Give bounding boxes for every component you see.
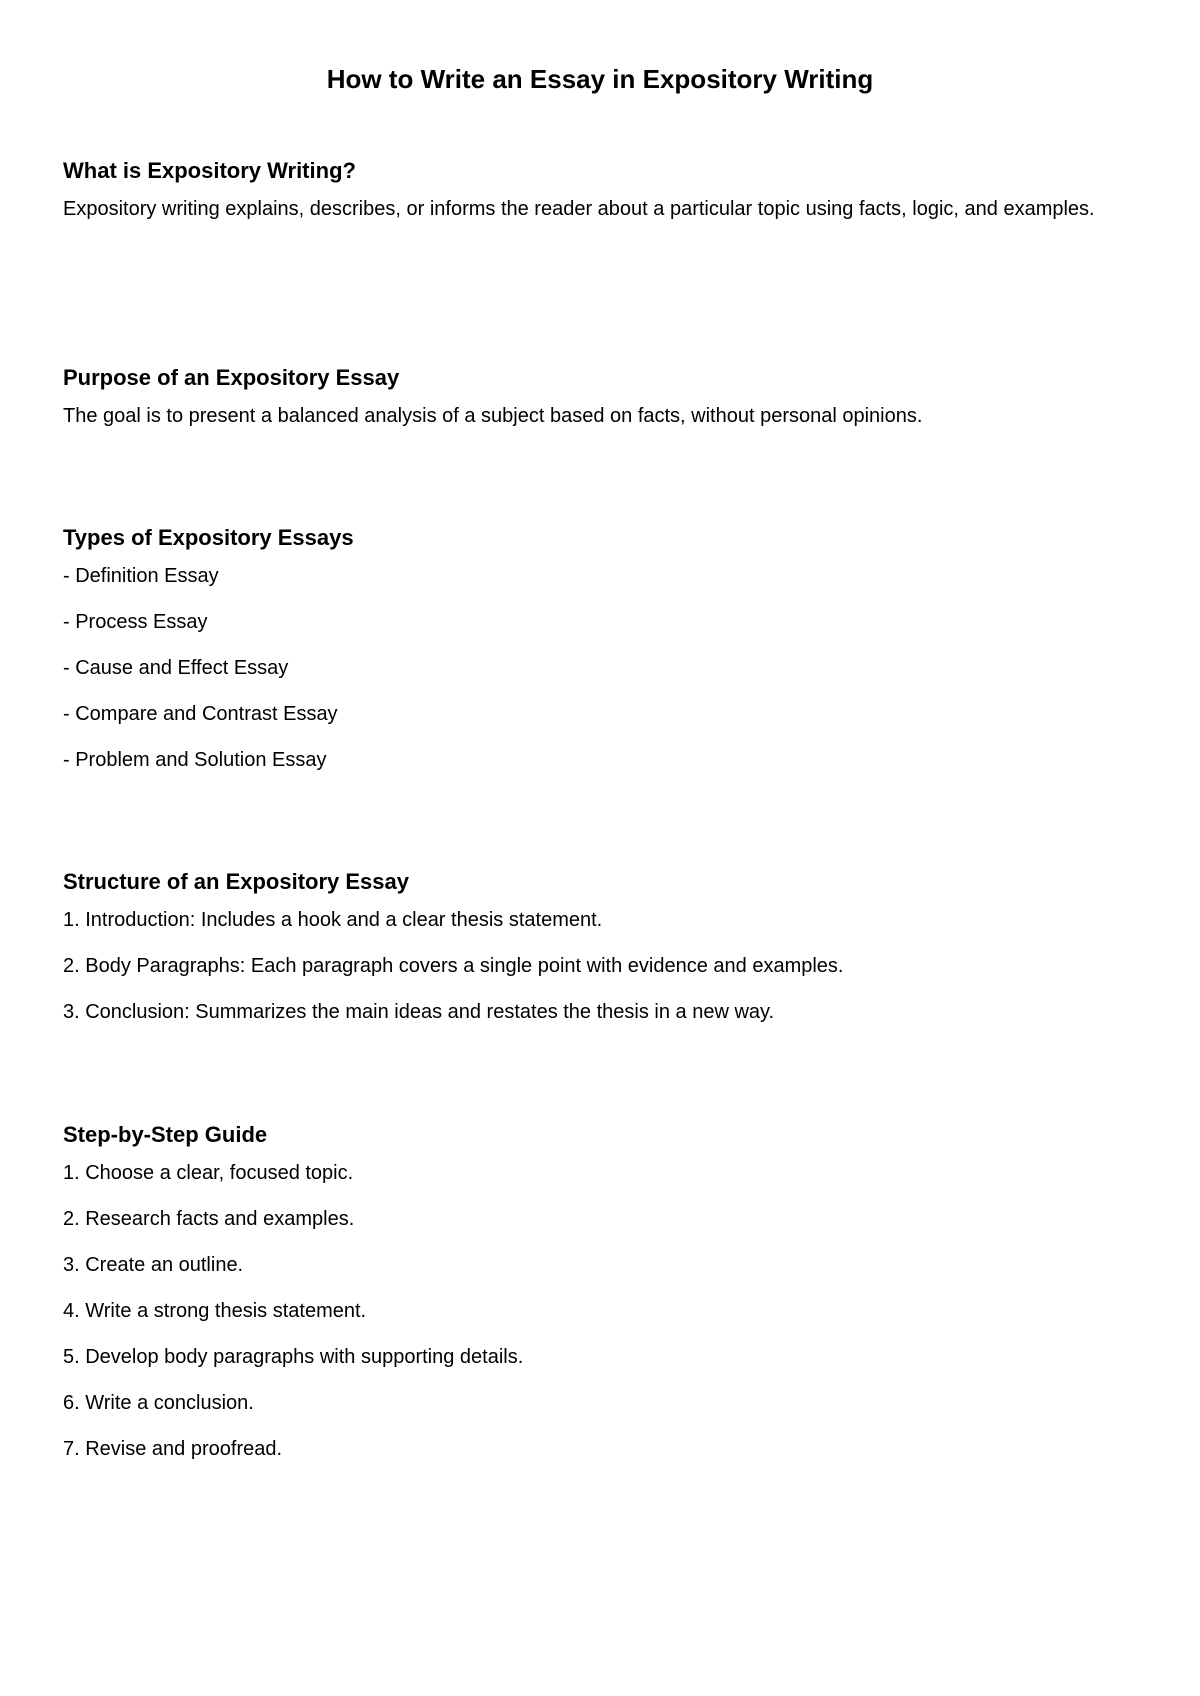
section-structure [63, 867, 1137, 1035]
structure-list [63, 897, 1137, 1035]
list-item: - Process Essay [63, 611, 208, 633]
list-item: 1. Introduction: Includes a hook and a clear thesis statement. [63, 909, 603, 931]
list-item: 3. Conclusion: Summarizes the main ideas and restates the thesis in a new way. [63, 1001, 775, 1023]
document-title: How to Write an Essay in Expository Writing [326, 64, 874, 94]
list-item: 3. Create an outline. [63, 1254, 244, 1276]
section-paragraph: The goal is to present a balanced analysis of a subject based on facts, without personal opinions. [63, 405, 923, 427]
list-item: 2. Research facts and examples. [63, 1208, 355, 1230]
list-item: - Compare and Contrast Essay [63, 703, 338, 725]
section-heading: Types of Expository Essays [63, 525, 354, 550]
guide-list [63, 1150, 1137, 1472]
section-paragraph: Expository writing explains, describes, or informs the reader about a particular topic using facts, logic, and examples. [63, 198, 1095, 220]
list-item: - Problem and Solution Essay [63, 749, 327, 771]
list-item: 1. Choose a clear, focused topic. [63, 1162, 354, 1184]
section-heading: Purpose of an Expository Essay [63, 365, 400, 390]
section-heading: Structure of an Expository Essay [63, 869, 409, 894]
types-list [63, 553, 1137, 783]
list-item: 2. Body Paragraphs: Each paragraph covers a single point with evidence and examples. [63, 955, 844, 977]
list-item: - Definition Essay [63, 565, 219, 587]
list-item: 5. Develop body paragraphs with supporting details. [63, 1346, 524, 1368]
section-heading: What is Expository Writing? [63, 158, 356, 183]
section-heading: Step-by-Step Guide [63, 1122, 268, 1147]
section-types [63, 523, 1137, 783]
list-item: 6. Write a conclusion. [63, 1392, 254, 1414]
list-item: 4. Write a strong thesis statement. [63, 1300, 367, 1322]
section-what-is [63, 156, 1137, 232]
list-item: 7. Revise and proofread. [63, 1438, 283, 1460]
section-purpose [63, 363, 1137, 439]
list-item: - Cause and Effect Essay [63, 657, 289, 679]
section-guide [63, 1120, 1137, 1472]
